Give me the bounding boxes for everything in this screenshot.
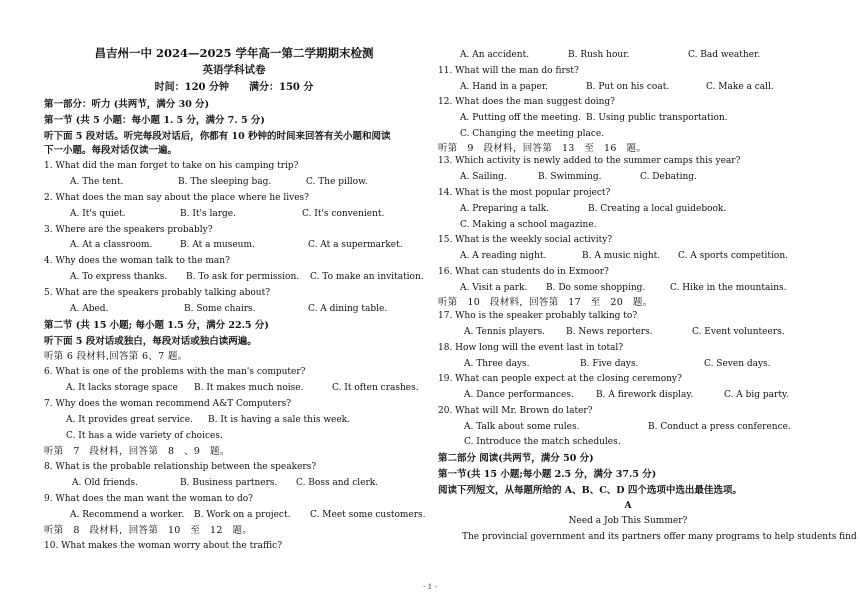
q3-option-a: A. At a classroom. (70, 240, 153, 250)
q12-option-b: B. Using public transportation. (586, 113, 728, 123)
narration-9: 听第 9 段材料，回答第 13 至 16 题。 (438, 143, 647, 154)
question-8: 8. What is the probable relationship between the speakers? (44, 462, 317, 472)
q20-option-b: B. Conduct a press conference. (648, 422, 791, 432)
q10-option-b: B. Rush hour. (568, 50, 630, 60)
narration-8: 听第 8 段材料，回答第 10 至 12 题。 (44, 525, 253, 536)
q10-option-a: A. An accident. (460, 50, 530, 60)
q13-option-b: B. Swimming. (538, 172, 602, 182)
question-7: 7. Why does the woman recommend A&T Computers? (44, 399, 292, 409)
q8-option-b: B. Business partners. (180, 478, 278, 488)
q19-option-a: A. Dance performances. (464, 390, 574, 400)
question-19: 19. What can people expect at the closing ceremony? (438, 374, 682, 384)
q4-option-b: B. To ask for permission. (186, 272, 300, 282)
q4-option-c: C. To make an invitation. (310, 272, 424, 282)
q1-option-b: B. The sleeping bag. (178, 177, 272, 187)
question-2: 2. What does the man say about the place where he lives? (44, 193, 309, 203)
q7-option-a: A. It provides great service. (66, 415, 193, 425)
question-12: 12. What does the man suggest doing? (438, 97, 616, 107)
q8-option-c: C. Boss and clerk. (296, 478, 379, 488)
q10-option-c: C. Bad weather. (688, 50, 761, 60)
q3-option-b: B. At a museum. (180, 240, 255, 250)
question-9: 9. What does the man want the woman to do? (44, 494, 254, 504)
q12-option-c: C. Changing the meeting place. (460, 129, 605, 139)
exam-title: 昌吉州一中 2024—2025 学年高一第二学期期末检测 (94, 46, 374, 60)
question-10: 10. What makes the woman worry about the traffic? (44, 541, 283, 551)
q15-option-c: C. A sports competition. (678, 251, 788, 261)
q9-option-b: B. Work on a project. (194, 510, 291, 520)
question-17: 17. Who is the speaker probably talking to? (438, 311, 638, 321)
q2-option-c: C. It's convenient. (302, 209, 385, 219)
part2-heading: 第二部分 阅读(共两节，满分 50 分) (438, 453, 594, 464)
q14-option-c: C. Making a school magazine. (460, 220, 597, 230)
q6-option-b: B. It makes much noise. (194, 383, 304, 393)
q6-option-c: C. It often crashes. (332, 383, 419, 393)
q9-option-c: C. Meet some customers. (310, 510, 426, 520)
narration-6: 听第 6 段材料,回答第 6、7 题。 (44, 351, 188, 362)
q11-option-b: B. Put on his coat. (586, 82, 670, 92)
q5-option-b: B. Some chairs. (184, 304, 256, 314)
q20-option-c: C. Introduce the match schedules. (464, 437, 621, 447)
q1-option-c: C. The pillow. (306, 177, 368, 187)
passage-line: The provincial government and its partners offer many programs to help students find (462, 532, 857, 542)
q11-option-a: A. Hand in a paper. (460, 82, 549, 92)
q20-option-a: A. Talk about some rules. (464, 422, 580, 432)
q12-option-a: A. Putting off the meeting. (460, 113, 581, 123)
question-15: 15. What is the weekly social activity? (438, 235, 613, 245)
q17-option-a: A. Tennis players. (464, 327, 545, 337)
part1-heading: 第一部分：听力 (共两节，满分 30 分) (44, 99, 210, 110)
q5-option-c: C. A dining table. (308, 304, 388, 314)
section1-instruction: 听下面 5 段对话。听完每段对话后，你都有 10 秒钟的时间来回答有关小题和阅读 (44, 131, 391, 142)
q17-option-b: B. News reporters. (566, 327, 653, 337)
q14-option-a: A. Preparing a talk. (460, 204, 550, 214)
question-14: 14. What is the most popular project? (438, 188, 611, 198)
q11-option-c: C. Make a call. (706, 82, 774, 92)
section2-instruction: 听下面 5 段对话或独白，每段对话或独白读两遍。 (44, 336, 257, 347)
q13-option-a: A. Sailing. (460, 172, 507, 182)
passage-letter: A (624, 501, 632, 511)
q7-option-b: B. It is having a sale this week. (208, 415, 350, 425)
q18-option-b: B. Five days. (580, 359, 639, 369)
q3-option-c: C. At a supermarket. (308, 240, 403, 250)
passage-title: Need a Job This Summer? (568, 516, 688, 526)
narration-7: 听第 7 段材料，回答第 8 、9 题。 (44, 446, 230, 457)
question-3: 3. Where are the speakers probably? (44, 225, 213, 235)
question-11: 11. What will the man do first? (438, 66, 579, 76)
q5-option-a: A. Abed. (70, 304, 109, 314)
page-number: - 1 - (423, 583, 437, 591)
q15-option-a: A. A reading night. (460, 251, 547, 261)
section1-instruction-cont: 下一小题。每段对话仅读一遍。 (44, 145, 178, 156)
narration-10: 听第 10 段材料，回答第 17 至 20 题。 (438, 297, 653, 308)
q16-option-c: C. Hike in the mountains. (670, 283, 787, 293)
q16-option-b: B. Do some shopping. (546, 283, 646, 293)
q9-option-a: A. Recommend a worker. (70, 510, 185, 520)
q7-option-c: C. It has a wide variety of choices. (66, 431, 223, 441)
q19-option-b: B. A firework display. (596, 390, 694, 400)
question-13: 13. Which activity is newly added to the summer camps this year? (438, 156, 741, 166)
question-20: 20. What will Mr. Brown do later? (438, 406, 593, 416)
q13-option-c: C. Debating. (640, 172, 697, 182)
time-info: 时间：120 分钟 满分：150 分 (154, 82, 314, 93)
q6-option-a: A. It lacks storage space (66, 383, 178, 393)
q16-option-a: A. Visit a park. (460, 283, 528, 293)
q19-option-c: C. A big party. (724, 390, 789, 400)
section1-heading: 第一节 (共 5 小题：每小题 1. 5 分，满分 7. 5 分) (44, 115, 265, 126)
q18-option-c: C. Seven days. (704, 359, 771, 369)
q17-option-c: C. Event volunteers. (692, 327, 785, 337)
q14-option-b: B. Creating a local guidebook. (588, 204, 727, 214)
exam-subtitle: 英语学科试卷 (202, 64, 266, 76)
question-6: 6. What is one of the problems with the man's computer? (44, 367, 306, 377)
part2-instruction: 阅读下列短文，从每题所给的 A、B、C、D 四个选项中选出最佳选项。 (438, 485, 742, 496)
q1-option-a: A. The tent. (70, 177, 124, 187)
q4-option-a: A. To express thanks. (70, 272, 168, 282)
question-18: 18. How long will the event last in total? (438, 343, 624, 353)
q15-option-b: B. A music night. (582, 251, 661, 261)
q2-option-a: A. It's quiet. (70, 209, 126, 219)
q18-option-a: A. Three days. (464, 359, 530, 369)
question-1: 1. What did the man forget to take on his camping trip? (44, 161, 299, 171)
section2-heading: 第二节 (共 15 小题; 每小题 1.5 分，满分 22.5 分) (44, 320, 269, 331)
question-4: 4. Why does the woman talk to the man? (44, 256, 230, 266)
q2-option-b: B. It's large. (180, 209, 236, 219)
question-5: 5. What are the speakers probably talking about? (44, 288, 271, 298)
q8-option-a: A. Old friends. (72, 478, 138, 488)
question-16: 16. What can students do in Exmoor? (438, 267, 609, 277)
part2-section1-heading: 第一节(共 15 小题;每小题 2.5 分，满分 37.5 分) (438, 469, 657, 480)
